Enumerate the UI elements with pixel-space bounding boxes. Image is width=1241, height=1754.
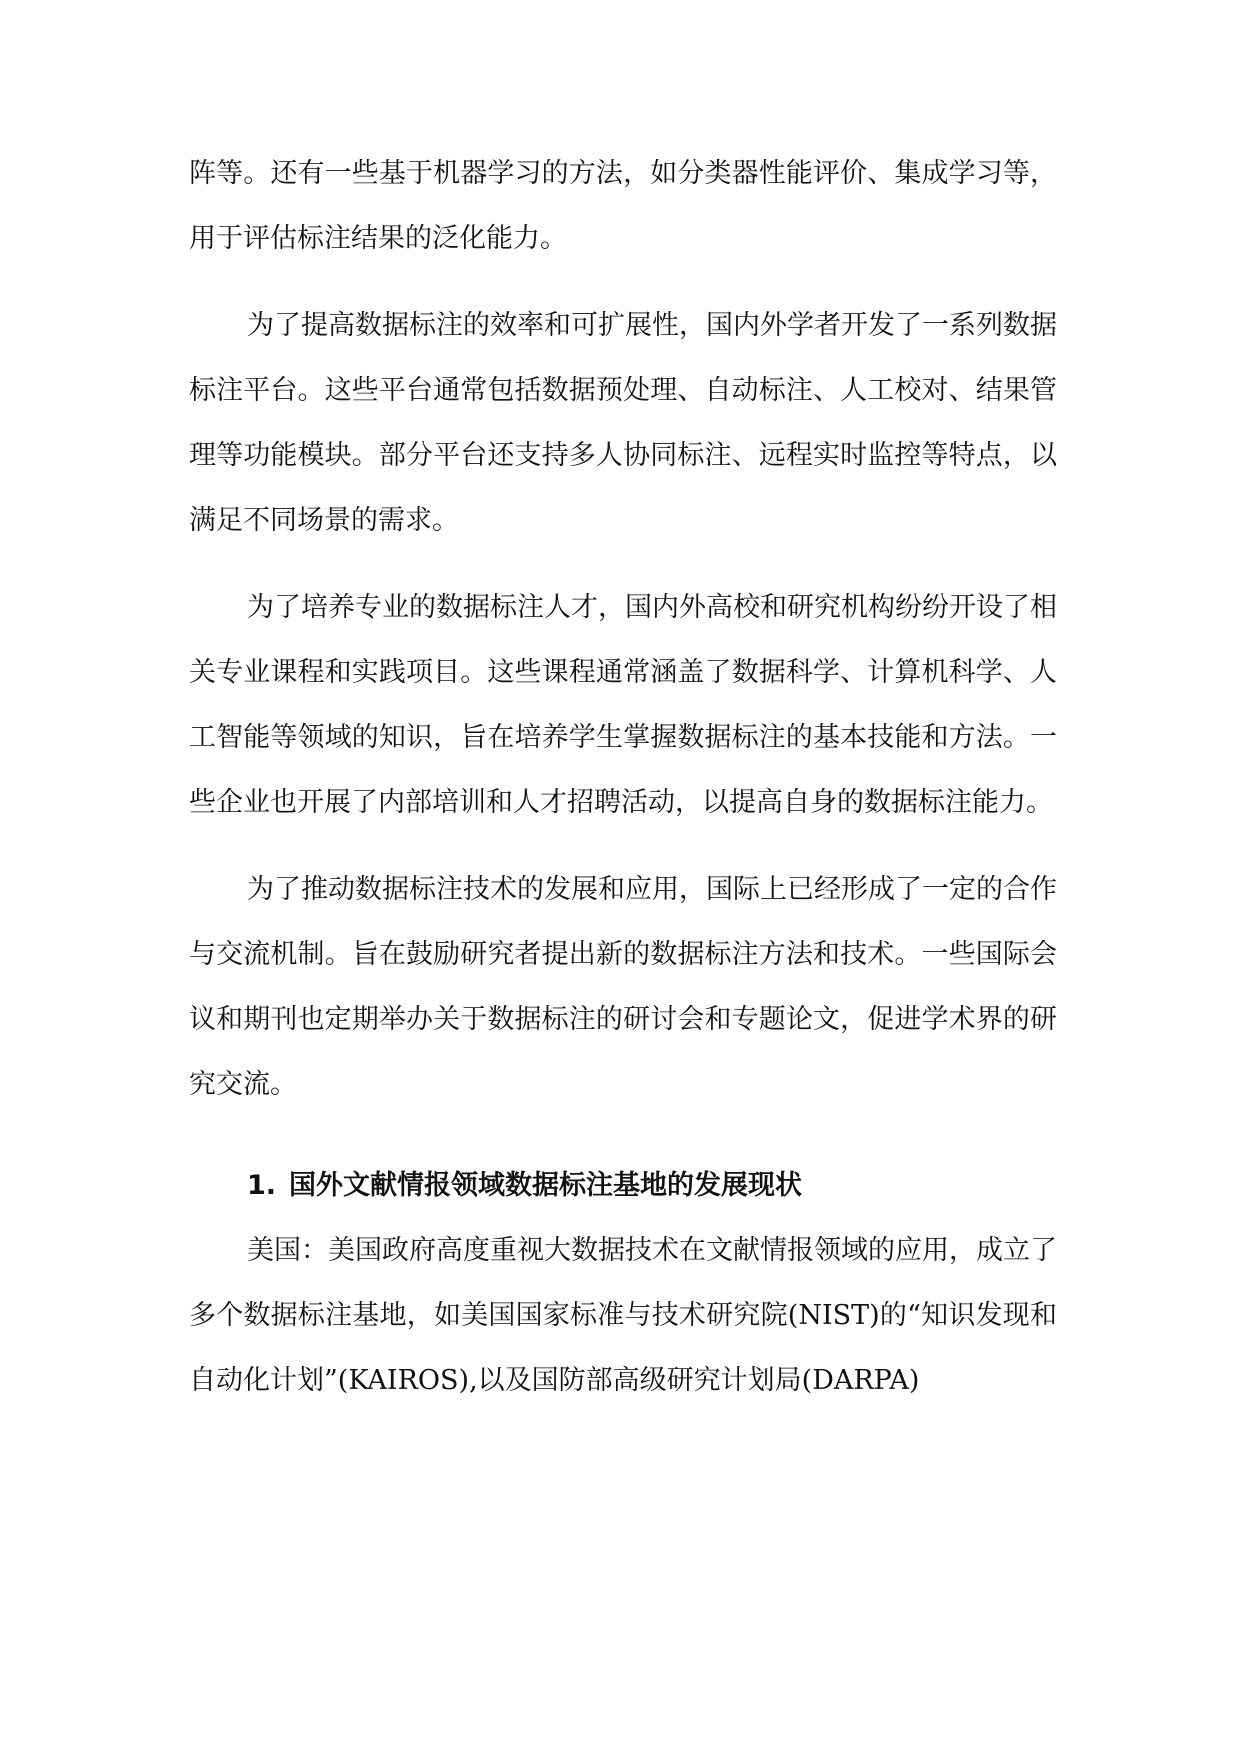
section-paragraph-1: 美国：美国政府高度重视大数据技术在文献情报领域的应用，成立了多个数据标注基地，如美国国家标准与技术研究院(NIST)的“知识发现和自动化计划”(KAIROS),以及国防部高级研究计划局(DARPA) [189, 1235, 1057, 1396]
paragraph-1: 阵等。还有一些基于机器学习的方法，如分类器性能评价、集成学习等，用于评估标注结果的泛化能力。 [189, 158, 1057, 254]
paragraph-3: 为了培养专业的数据标注人才，国内外高校和研究机构纷纷开设了相关专业课程和实践项目。这些课程通常涵盖了数据科学、计算机科学、人工智能等领域的知识，旨在培养学生掌握数据标注的基本技能和方法。一些企业也开展了内部培训和人才招聘活动，以提高自身的数据标注能力。 [189, 592, 1057, 818]
section-heading [189, 1153, 1057, 1218]
paragraph-2: 为了提高数据标注的效率和可扩展性，国内外学者开发了一系列数据标注平台。这些平台通常包括数据预处理、自动标注、人工校对、结果管理等功能模块。部分平台还支持多人协同标注、远程实时监控等特点，以满足不同场景的需求。 [189, 310, 1057, 536]
section-title: 国外文献情报领域数据标注基地的发展现状 [289, 1170, 802, 1201]
paragraph-4: 为了推动数据标注技术的发展和应用，国际上已经形成了一定的合作与交流机制。旨在鼓励研究者提出新的数据标注方法和技术。一些国际会议和期刊也定期举办关于数据标注的研讨会和专题论文，促进学术界的研究交流。 [189, 874, 1057, 1100]
section-number: 1. [247, 1170, 277, 1201]
paragraph-gap [189, 271, 1057, 293]
document-page [189, 141, 1057, 1413]
section-gap [189, 1117, 1057, 1153]
paragraph-gap [189, 835, 1057, 857]
paragraph-gap [189, 553, 1057, 575]
